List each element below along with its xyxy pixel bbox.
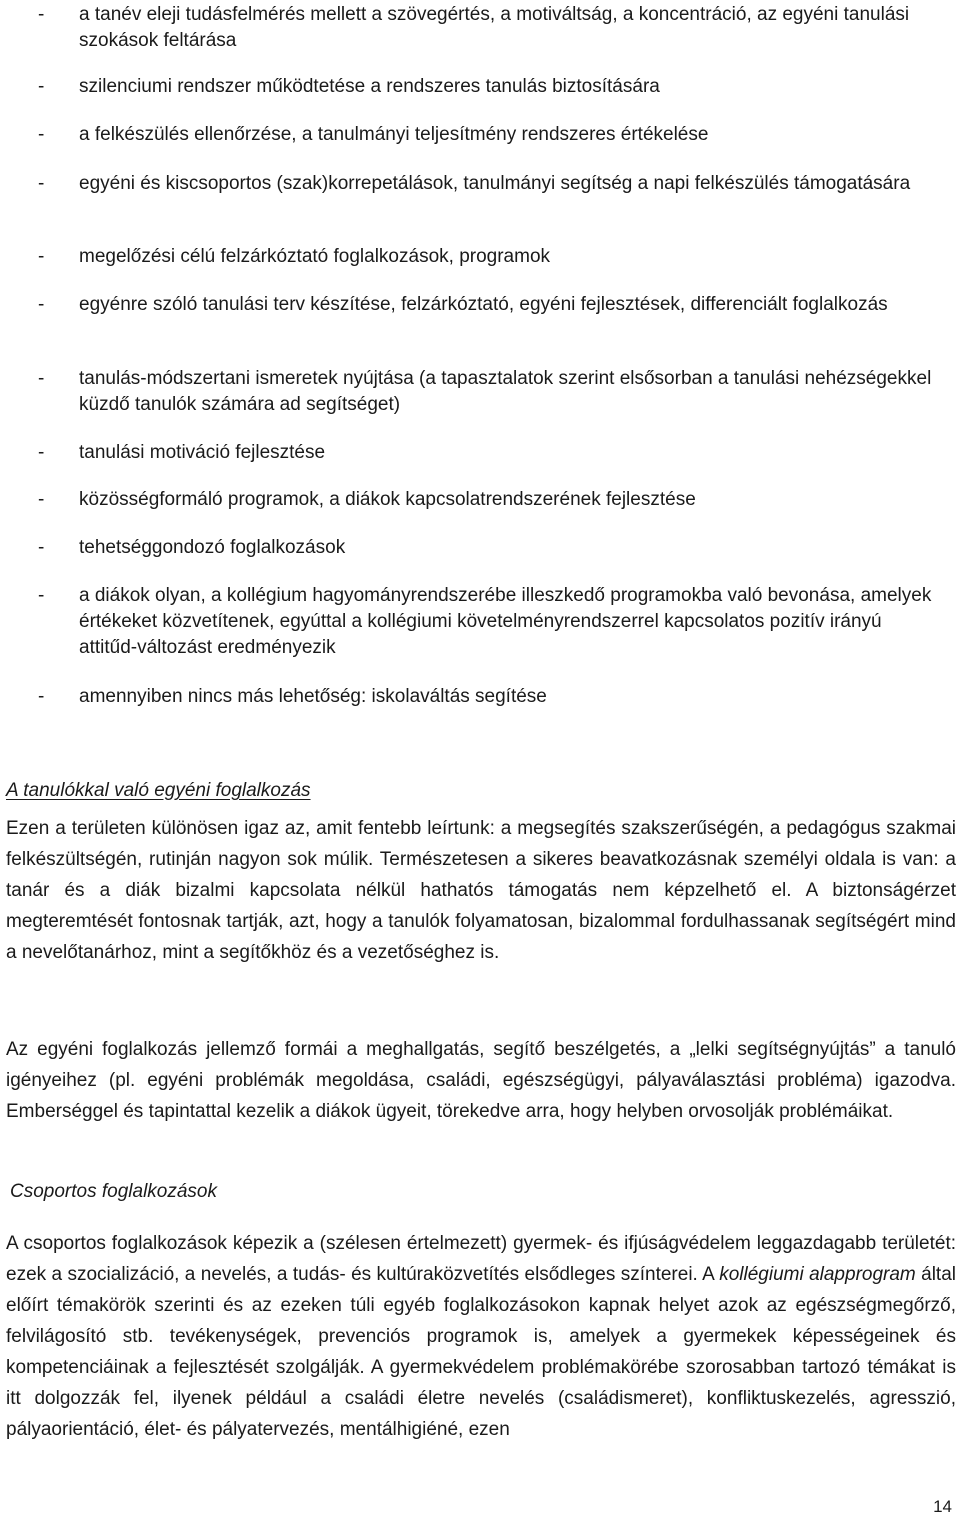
paragraph-text: által előírt témakörök szerinti és az ezeken túli egyéb foglalkozásokon kapnak helyet azok az egészségmegőrző, felvilágosító stb. tevékenységek, prevenciós programok is, amelyek a gyermekek képességeinek és kompetenciáinak a fejlesztését szolgálják. A gyermekvédelem problémakörébe szorosabban tartozó témákat is itt dolgozzák fel, ilyenek például a családi életre nevelés (családismeret), konfliktuskezelés, agresszió, pályaorientáció, élet- és pályatervezés, mentálhigiéné, ezen	[6, 1264, 956, 1440]
list-dash: -	[38, 173, 45, 194]
page-number: 14	[933, 1497, 952, 1516]
list-item	[38, 2, 938, 54]
list-item	[38, 122, 938, 148]
paragraph-text: A csoportos foglalkozások képezik a (szélesen értelmezett) gyermek- és ifjúságvédelem leggazdagabb területét: ezek a szocializáció, a nevelés, a tudás- és kultúraközvetítés elsődleges színterei. A	[6, 1233, 956, 1285]
heading-text: Csoportos foglalkozások	[10, 1181, 217, 1202]
paragraph-individual-1: Ezen a területen különösen igaz az, amit fentebb leírtunk: a megsegítés szakszerűségén, a pedagógus szakmai felkészültségén, rutinján nagyon sok múlik. Természetesen a sikeres beavatkozásnak személyi oldala is van: a tanár és a diák bizalmi kapcsolata nélkül hathatós támogatás nem képzelhető el. A biztonságérzet megteremtését fontosnak tartják, azt, hogy a tanulók folyamatosan, bizalommal fordulhassanak segítségért mind a nevelőtanárhoz, mint a segítőkhöz és a vezetőséghez is.	[6, 818, 956, 963]
list-item	[38, 366, 938, 418]
list-dash: -	[38, 537, 45, 558]
list-item-text: tanulási motiváció fejlesztése	[79, 442, 326, 463]
list-dash: -	[38, 489, 45, 510]
paragraph-group	[6, 1228, 956, 1445]
list-item-text: megelőzési célú felzárkóztató foglalkozások, programok	[79, 246, 551, 267]
list-dash: -	[38, 368, 45, 389]
list-item	[38, 487, 938, 513]
heading-text: A tanulókkal való egyéni foglalkozás	[6, 780, 311, 801]
list-item	[38, 171, 938, 197]
section-heading-individual	[6, 778, 311, 804]
list-item	[38, 74, 938, 100]
list-item-text: közösségformáló programok, a diákok kapcsolatrendszerének fejlesztése	[79, 489, 696, 510]
list-item	[38, 244, 938, 270]
list-dash: -	[38, 585, 45, 606]
list-item	[38, 440, 938, 466]
list-dash: -	[38, 294, 45, 315]
list-item	[38, 535, 938, 561]
list-item-text: a diákok olyan, a kollégium hagyományrendszerébe illeszkedő programokba való bevonása, amelyek értékeket közvetítenek, egyúttal a kollégiumi követelményrendszerrel kapcsolatos pozitív irányú attitűd-változást eredményezik	[79, 585, 932, 658]
italic-term: kollégiumi alapprogram	[719, 1264, 916, 1285]
list-item-text: a tanév eleji tudásfelmérés mellett a szövegértés, a motiváltság, a koncentráció, az egyéni tanulási szokások feltárása	[79, 4, 910, 51]
list-dash: -	[38, 246, 45, 267]
list-item-text: tehetséggondozó foglalkozások	[79, 537, 346, 558]
list-item-text: egyénre szóló tanulási terv készítése, felzárkóztató, egyéni fejlesztések, differenciált foglalkozás	[79, 294, 888, 315]
list-dash: -	[38, 4, 45, 25]
list-item-text: szilenciumi rendszer működtetése a rendszeres tanulás biztosítására	[79, 76, 660, 97]
list-item-text: a felkészülés ellenőrzése, a tanulmányi teljesítmény rendszeres értékelése	[79, 124, 709, 145]
list-item-text: amennyiben nincs más lehetőség: iskolaváltás segítése	[79, 686, 547, 707]
list-item-text: tanulás-módszertani ismeretek nyújtása (a tapasztalatok szerint elsősorban a tanulási nehézségekkel küzdő tanulók számára ad segítséget)	[79, 368, 932, 415]
list-dash: -	[38, 442, 45, 463]
list-dash: -	[38, 124, 45, 145]
list-item-text: egyéni és kiscsoportos (szak)korrepetálások, tanulmányi segítség a napi felkészülés támogatására	[79, 173, 911, 194]
list-item	[38, 583, 938, 661]
list-dash: -	[38, 686, 45, 707]
list-item	[38, 684, 938, 710]
paragraph-individual-2: Az egyéni foglalkozás jellemző formái a meghallgatás, segítő beszélgetés, a „lelki segítségnyújtás” a tanuló igényeihez (pl. egyéni problémák megoldása, családi, egészségügyi, pályaválasztási probléma) igazodva. Emberséggel és tapintattal kezelik a diákok ügyeit, törekedve arra, hogy helyben orvosolják problémáikat.	[6, 1039, 956, 1122]
list-dash: -	[38, 76, 45, 97]
section-heading-group	[10, 1179, 217, 1205]
list-item	[38, 292, 938, 318]
